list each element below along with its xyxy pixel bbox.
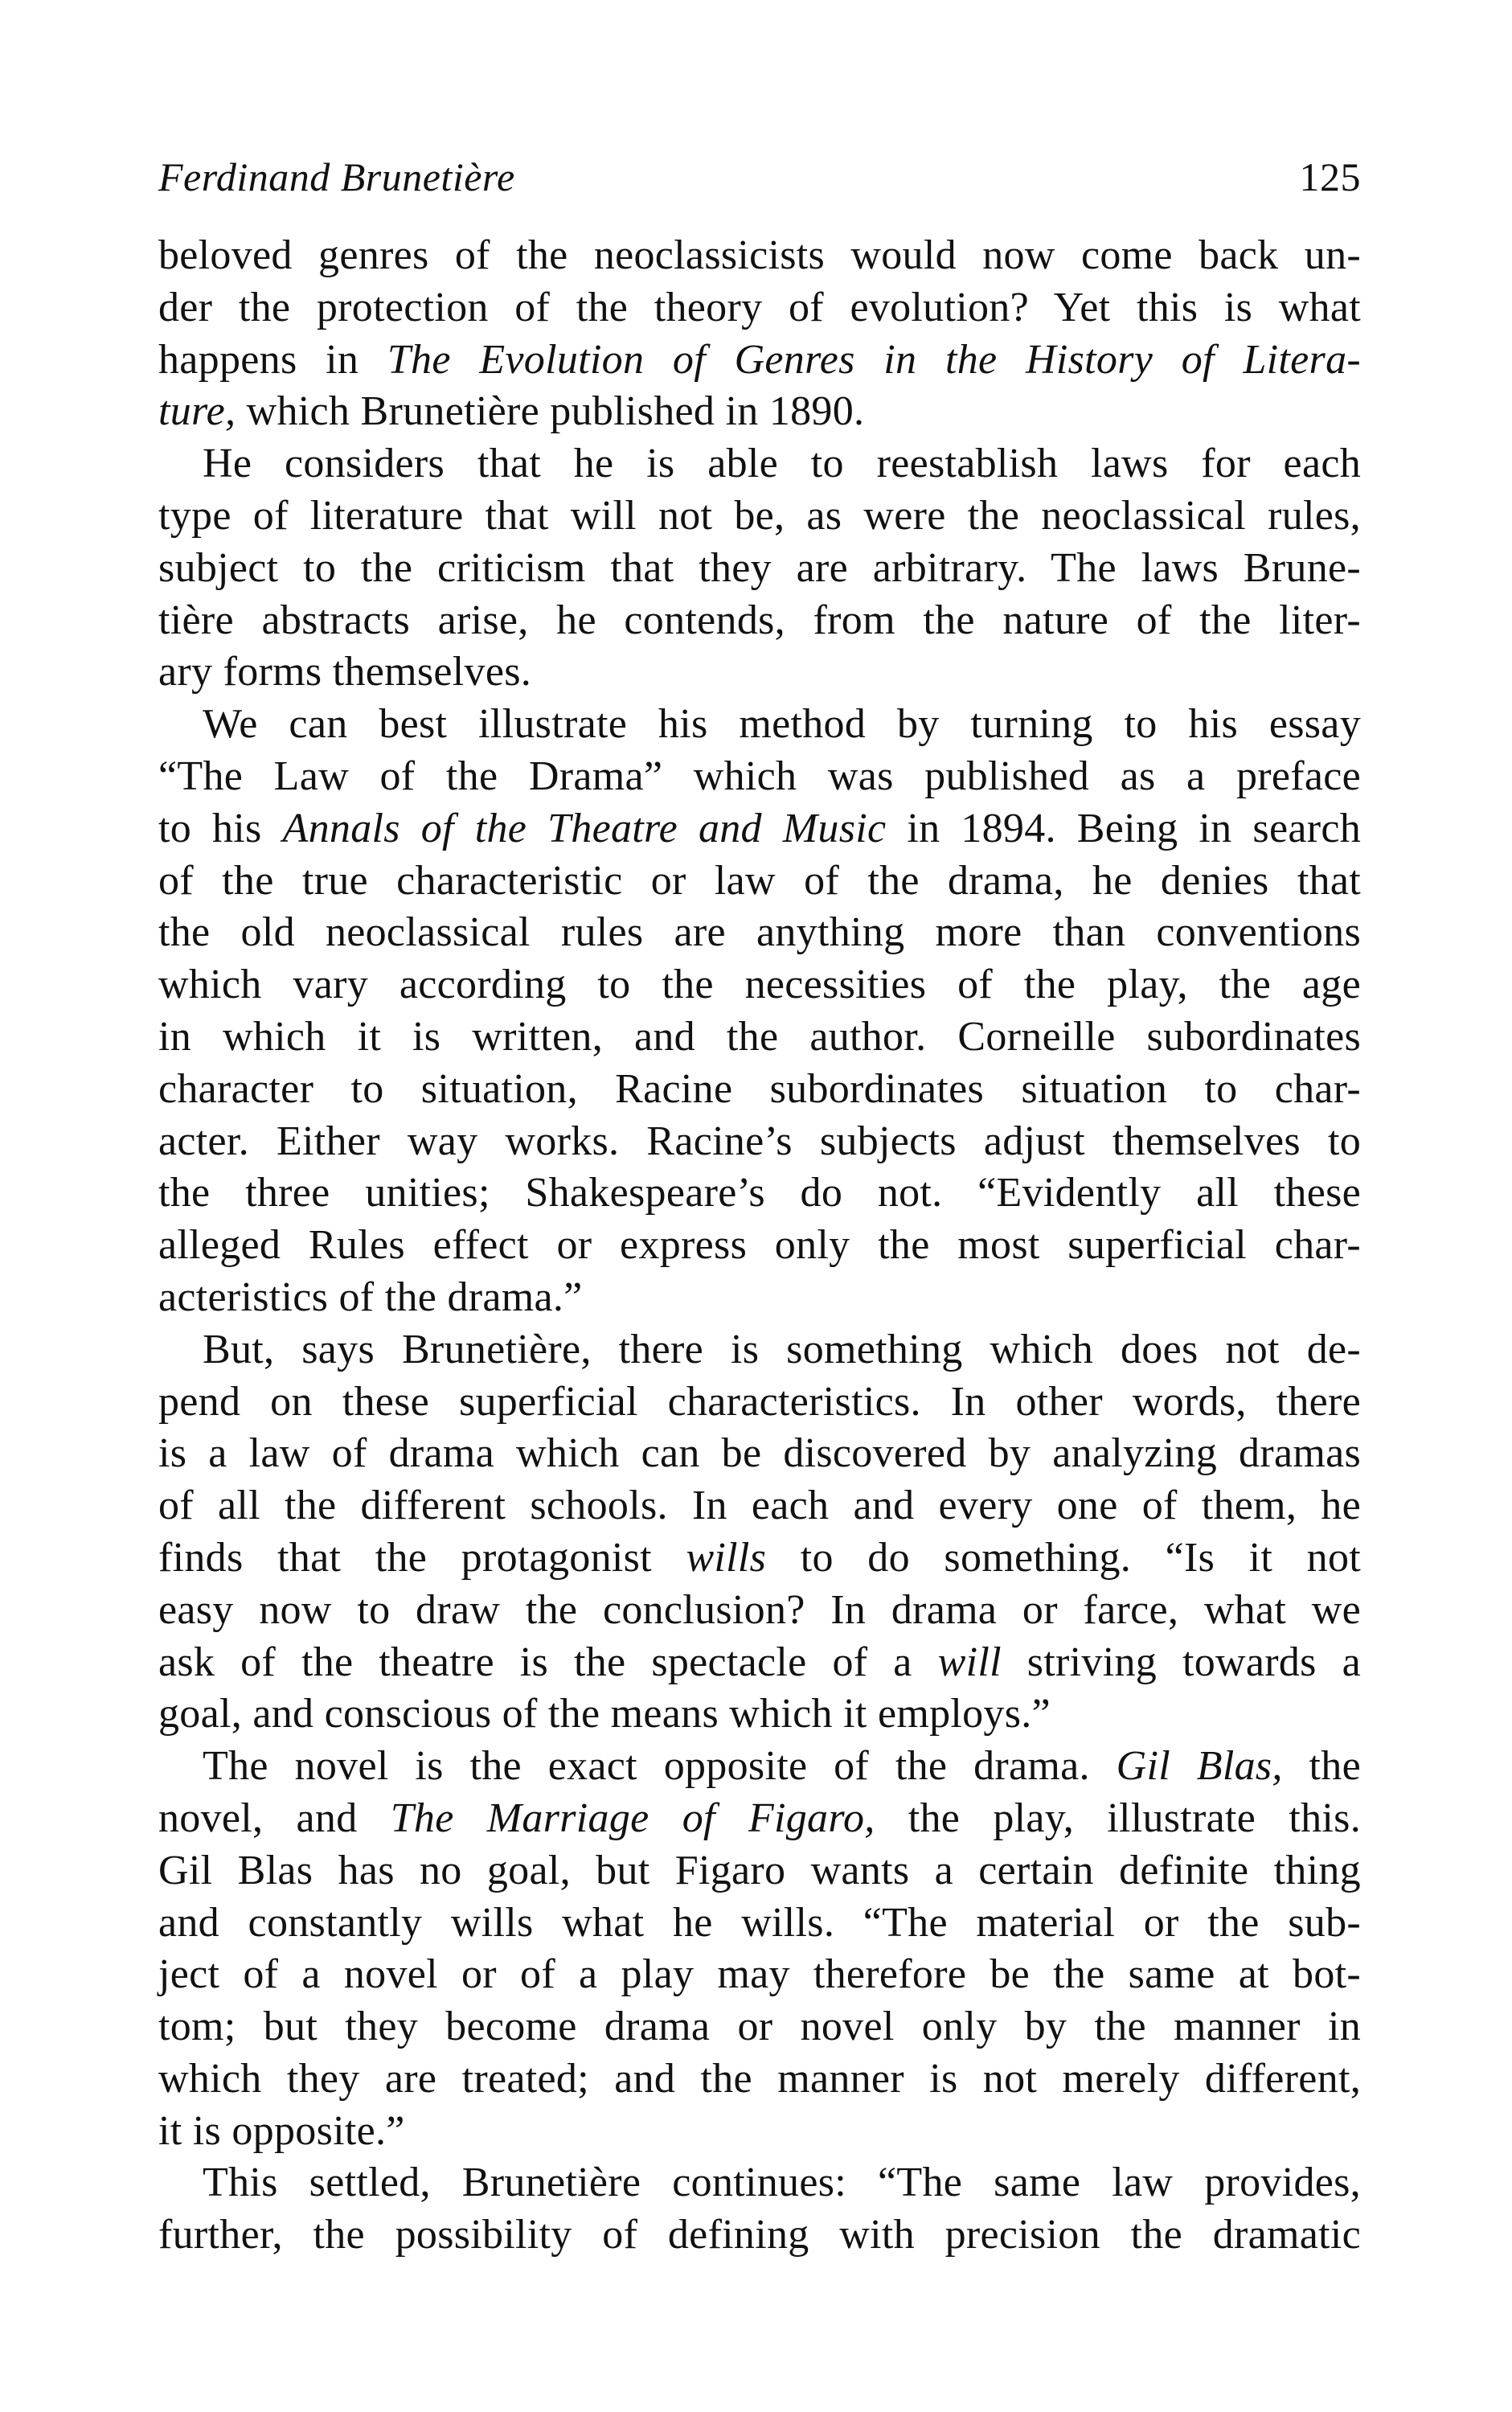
text-line: [158, 1741, 1361, 1793]
text-line: [158, 1220, 1361, 1272]
text-segment: alleged Rules effect or express only the most superficial char-: [158, 1222, 1361, 1269]
text-segment: goal, and conscious of the means which it employs.”: [158, 1691, 1051, 1737]
text-segment: in which it is written, and the author. Corneille subordinates: [158, 1013, 1361, 1060]
body-text: [158, 230, 1361, 2262]
text-line: [158, 1064, 1361, 1116]
text-segment: He considers that he is able to reestablish laws for each: [203, 441, 1361, 487]
italic-text: ture,: [158, 388, 236, 435]
text-line: [158, 1949, 1361, 2001]
text-segment: the play, illustrate this.: [875, 1795, 1361, 1841]
text-segment: tom; but they become drama or novel only by the manner in: [158, 2004, 1361, 2050]
text-segment: to his: [158, 805, 283, 851]
page-number: 125: [1299, 154, 1361, 199]
italic-text: wills: [686, 1534, 767, 1581]
text-line: [158, 2209, 1361, 2262]
italic-text: The Evolution of Genres in the History of Litera-: [387, 336, 1361, 383]
text-segment: type of literature that will not be, as were the neoclassical rules,: [158, 492, 1361, 539]
text-segment: the three unities; Shakespeare’s do not. “Evidently all these: [158, 1170, 1361, 1216]
text-segment: easy now to draw the conclusion? In drama or farce, what we: [158, 1586, 1361, 1633]
text-line: [158, 855, 1361, 908]
text-line: [158, 959, 1361, 1011]
text-segment: character to situation, Racine subordinates situation to char-: [158, 1065, 1361, 1112]
text-segment: in 1894. Being in search: [886, 805, 1362, 851]
text-segment: which they are treated; and the manner is not merely different,: [158, 2055, 1361, 2102]
text-line: [158, 699, 1361, 751]
text-segment: acteristics of the drama.”: [158, 1274, 583, 1320]
text-segment: and constantly wills what he wills. “The material or the sub-: [158, 1899, 1361, 1946]
text-line: [158, 2053, 1361, 2106]
text-line: [158, 1793, 1361, 1845]
italic-text: The Marriage of Figaro,: [390, 1795, 875, 1841]
text-segment: further, the possibility of defining with precision the dramatic: [158, 2212, 1361, 2258]
text-segment: ask of the theatre is the spectacle of a: [158, 1639, 938, 1685]
text-segment: We can best illustrate his method by turning to his essay: [203, 701, 1361, 748]
text-segment: Gil Blas has no goal, but Figaro wants a certain definite thing: [158, 1847, 1361, 1893]
text-line: [158, 907, 1361, 959]
text-line: [158, 490, 1361, 543]
text-segment: it is opposite.”: [158, 2107, 405, 2154]
text-segment: The novel is the exact opposite of the drama.: [203, 1743, 1117, 1790]
text-segment: But, says Brunetière, there is something which does not de-: [203, 1326, 1361, 1372]
text-segment: ject of a novel or of a play may therefore be the same at bot-: [158, 1951, 1361, 1998]
text-segment: beloved genres of the neoclassicists would now come back un-: [158, 232, 1361, 278]
text-line: [158, 386, 1361, 438]
text-segment: tière abstracts arise, he contends, from the nature of the liter-: [158, 597, 1361, 643]
text-segment: acter. Either way works. Racine’s subjects adjust themselves to: [158, 1118, 1361, 1164]
text-line: [158, 1167, 1361, 1220]
text-line: [158, 1272, 1361, 1324]
text-line: [158, 1011, 1361, 1064]
text-line: [158, 1428, 1361, 1480]
text-line: [158, 1845, 1361, 1897]
text-line: [158, 2106, 1361, 2158]
text-line: [158, 334, 1361, 387]
text-segment: finds that the protagonist: [158, 1534, 686, 1581]
italic-text: Annals of the Theatre and Music: [282, 805, 887, 851]
text-segment: to do something. “Is it not: [766, 1534, 1362, 1581]
text-segment: ary forms themselves.: [158, 649, 532, 695]
text-line: [158, 1532, 1361, 1585]
text-line: [158, 1480, 1361, 1532]
text-line: [158, 646, 1361, 699]
running-head-title: Ferdinand Brunetière: [158, 154, 515, 199]
text-segment: novel, and: [158, 1795, 391, 1841]
text-segment: which vary according to the necessities of the play, the age: [158, 962, 1361, 1008]
text-segment: This settled, Brunetière continues: “The same law provides,: [203, 2160, 1361, 2206]
italic-text: will: [937, 1639, 1002, 1685]
text-segment: subject to the criticism that they are arbitrary. The laws Brune-: [158, 544, 1361, 591]
italic-text: Gil Blas,: [1116, 1743, 1283, 1790]
text-segment: the: [1282, 1743, 1361, 1790]
text-line: [158, 751, 1361, 803]
text-segment: pend on these superficial characteristics. In other words, there: [158, 1378, 1361, 1425]
text-segment: is a law of drama which can be discovered by analyzing dramas: [158, 1430, 1361, 1477]
text-line: [158, 1376, 1361, 1429]
text-segment: happens in: [158, 336, 387, 383]
running-head: [158, 151, 1361, 203]
text-line: [158, 1116, 1361, 1168]
text-segment: of all the different schools. In each and every one of them, he: [158, 1483, 1361, 1529]
text-segment: striving towards a: [1001, 1639, 1361, 1685]
text-line: [158, 282, 1361, 334]
text-line: [158, 1585, 1361, 1637]
text-segment: der the protection of the theory of evolution? Yet this is what: [158, 284, 1361, 330]
text-line: [158, 1897, 1361, 1950]
text-line: [158, 595, 1361, 647]
text-line: [158, 1688, 1361, 1741]
text-line: [158, 438, 1361, 490]
text-line: [158, 1324, 1361, 1376]
text-line: [158, 2001, 1361, 2053]
text-segment: “The Law of the Drama” which was published as a preface: [158, 753, 1361, 799]
text-line: [158, 543, 1361, 595]
text-segment: the old neoclassical rules are anything more than conventions: [158, 909, 1361, 956]
text-line: [158, 230, 1361, 282]
text-segment: of the true characteristic or law of the drama, he denies that: [158, 857, 1361, 904]
text-line: [158, 2157, 1361, 2209]
text-line: [158, 803, 1361, 855]
text-line: [158, 1637, 1361, 1689]
text-segment: which Brunetière published in 1890.: [236, 388, 865, 435]
